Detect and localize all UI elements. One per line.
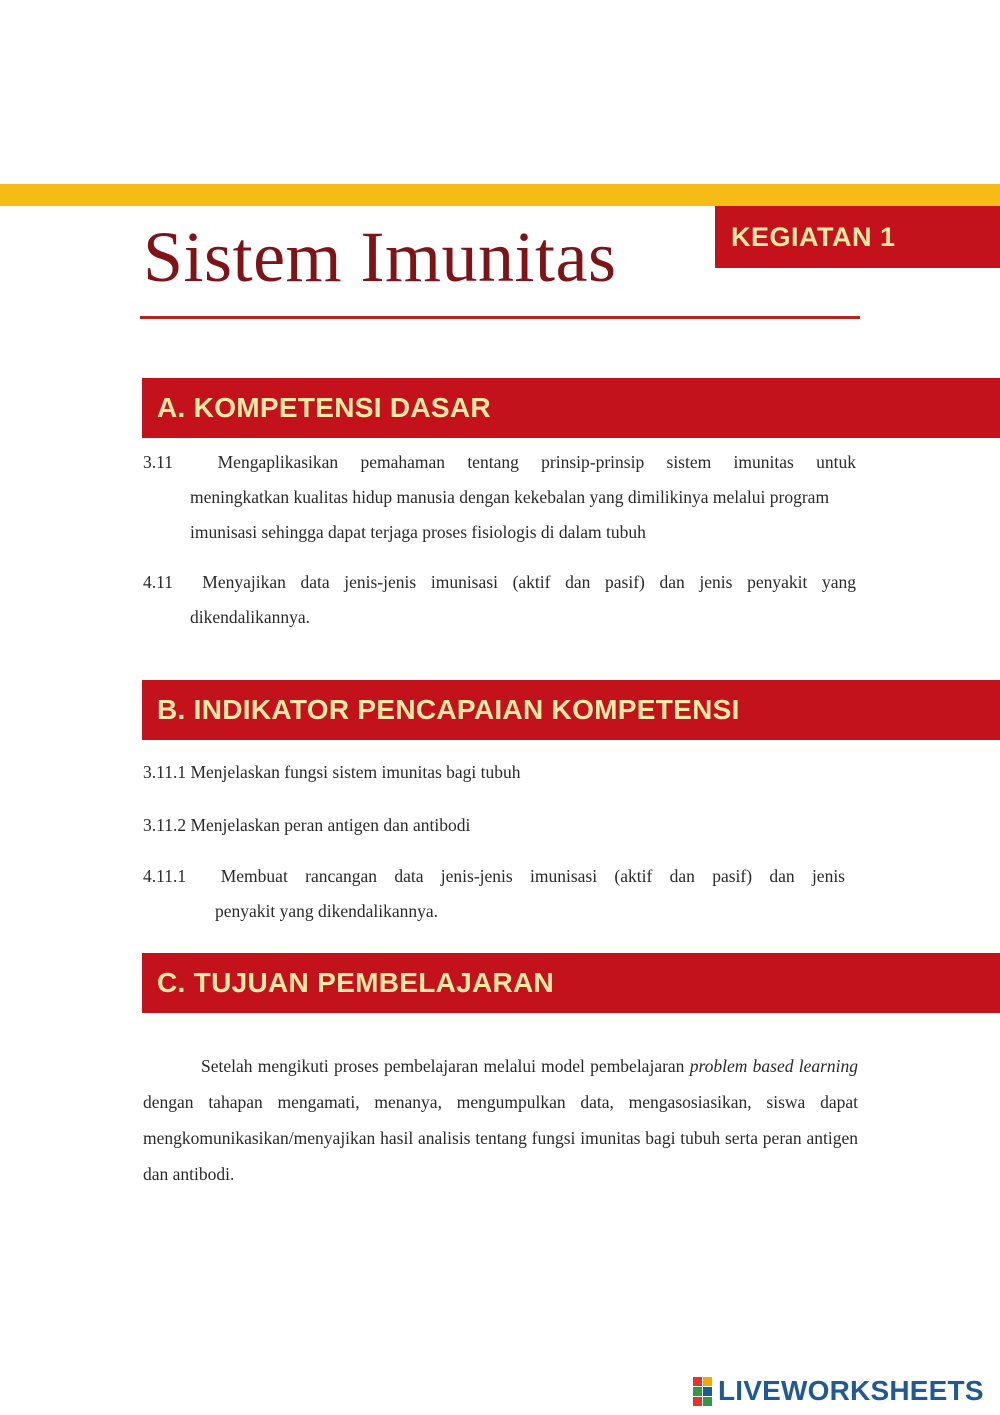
kd-item-continuation: meningkatkan kualitas hidup manusia dengan kekebalan yang dimilikinya melalui program imunisasi sehingga dapat terjaga proses fisiologis di dalam tubuh	[190, 487, 830, 542]
kd-item-continuation: dikendalikannya.	[190, 607, 311, 627]
kd-item-first-line	[143, 445, 856, 480]
kd-item-3-11	[143, 445, 856, 550]
kd-item-text: Menyajikan data jenis-jenis imunisasi (aktif dan pasif) dan jenis penyakit yang	[202, 572, 857, 592]
indikator-number: 4.11.1	[143, 866, 187, 886]
section-a-heading: A. KOMPETENSI DASAR	[142, 378, 1000, 438]
tujuan-text-part1: Setelah mengikuti proses pembelajaran melalui model pembelajaran	[201, 1056, 685, 1076]
liveworksheets-watermark	[693, 1375, 984, 1407]
indikator-text: Menjelaskan peran antigen dan antibodi	[190, 815, 471, 835]
indikator-text: Menjelaskan fungsi sistem imunitas bagi tubuh	[190, 762, 521, 782]
indikator-number: 3.11.1	[143, 762, 187, 782]
indikator-item-3-11-1	[143, 755, 521, 790]
kd-item-number: 3.11	[143, 452, 173, 472]
indikator-continuation: penyakit yang dikendalikannya.	[215, 901, 439, 921]
section-b-heading: B. INDIKATOR PENCAPAIAN KOMPETENSI	[142, 680, 1000, 740]
section-c-heading: C. TUJUAN PEMBELAJARAN	[142, 953, 1000, 1013]
top-yellow-bar	[0, 184, 1000, 206]
kd-item-first-line	[143, 565, 856, 600]
indikator-number: 3.11.2	[143, 815, 187, 835]
kd-item-text: Mengaplikasikan pemahaman tentang prinsip-prinsip sistem imunitas untuk	[217, 452, 857, 472]
liveworksheets-logo-icon	[693, 1377, 712, 1406]
tujuan-italic-term: problem based learning	[689, 1056, 859, 1076]
kd-item-number: 4.11	[143, 572, 173, 592]
indikator-item-4-11-1	[143, 859, 845, 929]
page-title: Sistem Imunitas	[143, 217, 617, 297]
title-divider	[140, 316, 860, 319]
kd-item-4-11	[143, 565, 856, 635]
indikator-text: Membuat rancangan data jenis-jenis imunisasi (aktif dan pasif) dan jenis	[220, 866, 845, 886]
kegiatan-badge: KEGIATAN 1	[715, 206, 1000, 268]
liveworksheets-wordmark: LIVEWORKSHEETS	[718, 1375, 984, 1406]
indikator-first-line	[143, 859, 845, 894]
tujuan-text-part2: dengan tahapan mengamati, menanya, mengumpulkan data, mengasosiasikan, siswa dapat mengkomunikasikan/menyajikan hasil analisis tentang fungsi imunitas bagi tubuh serta peran antigen dan antibodi.	[143, 1092, 858, 1184]
tujuan-paragraph	[143, 1048, 858, 1192]
indikator-item-3-11-2	[143, 808, 470, 843]
